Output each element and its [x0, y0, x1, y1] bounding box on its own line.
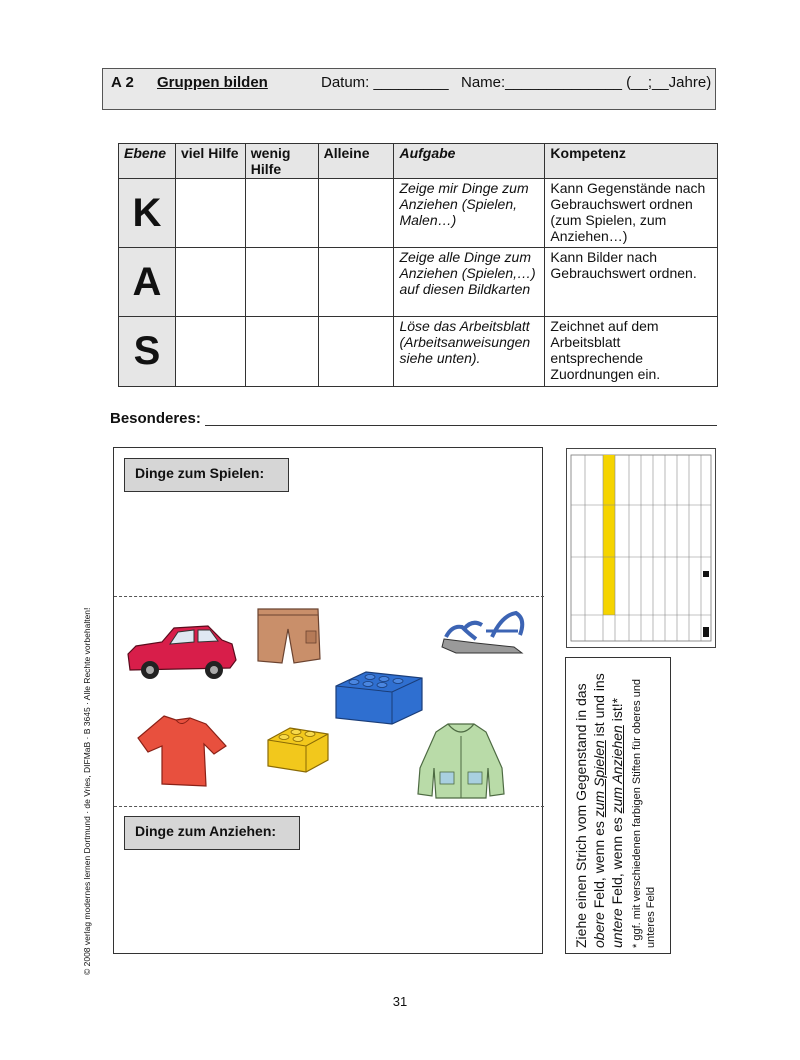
copyright-notice: © 2008 verlag modernes lernen Dortmund · de Vries, DIFMaB · B 3645 · Alle Rechte vorbehalten!: [82, 607, 92, 975]
check-cell[interactable]: [175, 317, 245, 387]
page-number: 31: [392, 994, 408, 1009]
check-cell[interactable]: [175, 248, 245, 317]
worksheet-thumbnail: [566, 448, 716, 648]
table-row: [119, 248, 718, 317]
table-row: [119, 179, 718, 248]
check-cell[interactable]: [318, 179, 394, 248]
column-header: Alleine: [318, 144, 394, 179]
check-cell[interactable]: [318, 317, 394, 387]
column-header: viel Hilfe: [175, 144, 245, 179]
check-cell[interactable]: [318, 248, 394, 317]
competence-cell: Kann Gegenstände nach Gebrauchswert ordnen (zum Spielen, zum Anziehen…): [545, 179, 718, 248]
task-cell: Zeige mir Dinge zum Anziehen (Spielen, Malen…): [394, 179, 545, 248]
assessment-table: [118, 143, 718, 387]
instruction-note: * ggf. mit verschiedenen farbigen Stiften für oberes und unteres Feld: [631, 678, 657, 948]
instruction-part: Feld, wenn es: [591, 817, 607, 913]
instruction-part: Feld, wenn es: [609, 813, 625, 909]
task-cell: Löse das Arbeitsblatt (Arbeitsanweisungen siehe unten).: [394, 317, 545, 387]
level-cell: S: [119, 317, 176, 387]
instruction-emphasis: zum Spielen: [591, 740, 607, 818]
exercise-number: A 2: [111, 74, 134, 91]
instruction-box: [565, 657, 671, 954]
tshirt-picture[interactable]: [134, 712, 230, 790]
jacket-picture[interactable]: [412, 718, 510, 802]
instruction-part: ist!*: [609, 697, 625, 726]
column-header: wenig Hilfe: [245, 144, 318, 179]
sandal-picture[interactable]: [436, 605, 528, 657]
notes-label: Besonderes:: [110, 410, 201, 427]
shorts-picture[interactable]: [254, 605, 322, 667]
instruction-part: Ziehe einen Strich vom Gegenstand in das: [573, 683, 589, 948]
play-field-label: Dinge zum Spielen:: [124, 458, 289, 492]
instruction-emphasis: zum Anziehen: [609, 725, 625, 814]
instruction-emphasis: obere: [591, 912, 607, 948]
exercise-title: Gruppen bilden: [157, 74, 268, 91]
check-cell[interactable]: [245, 248, 318, 317]
column-header: Aufgabe: [394, 144, 545, 179]
level-cell: A: [119, 248, 176, 317]
notes-line[interactable]: [205, 425, 717, 426]
yellow-brick-picture[interactable]: [264, 722, 332, 776]
worksheet-area: [113, 447, 543, 954]
instruction-text: [572, 663, 658, 948]
check-cell[interactable]: [175, 179, 245, 248]
car-picture[interactable]: [122, 624, 240, 682]
column-header: Ebene: [119, 144, 176, 179]
name-field: Name:______________ (__;__Jahre): [461, 74, 712, 91]
table-row: [119, 317, 718, 387]
upper-divider: [114, 596, 544, 597]
lower-divider: [114, 806, 544, 807]
date-field: Datum: _________: [321, 74, 449, 91]
thumbnail-table-image: [567, 449, 715, 647]
competence-cell: Kann Bilder nach Gebrauchswert ordnen.: [545, 248, 718, 317]
check-cell[interactable]: [245, 179, 318, 248]
level-cell: K: [119, 179, 176, 248]
check-cell[interactable]: [245, 317, 318, 387]
competence-cell: Zeichnet auf dem Arbeitsblatt entsprechende Zuordnungen ein.: [545, 317, 718, 387]
instruction-part: ist und ins: [591, 673, 607, 741]
column-header: Kompetenz: [545, 144, 718, 179]
task-cell: Zeige alle Dinge zum Anziehen (Spielen,…) auf diesen Bildkarten: [394, 248, 545, 317]
table-header-row: [119, 144, 718, 179]
worksheet-header: [102, 68, 716, 110]
instruction-emphasis: untere: [609, 908, 625, 948]
wear-field-label: Dinge zum Anziehen:: [124, 816, 300, 850]
